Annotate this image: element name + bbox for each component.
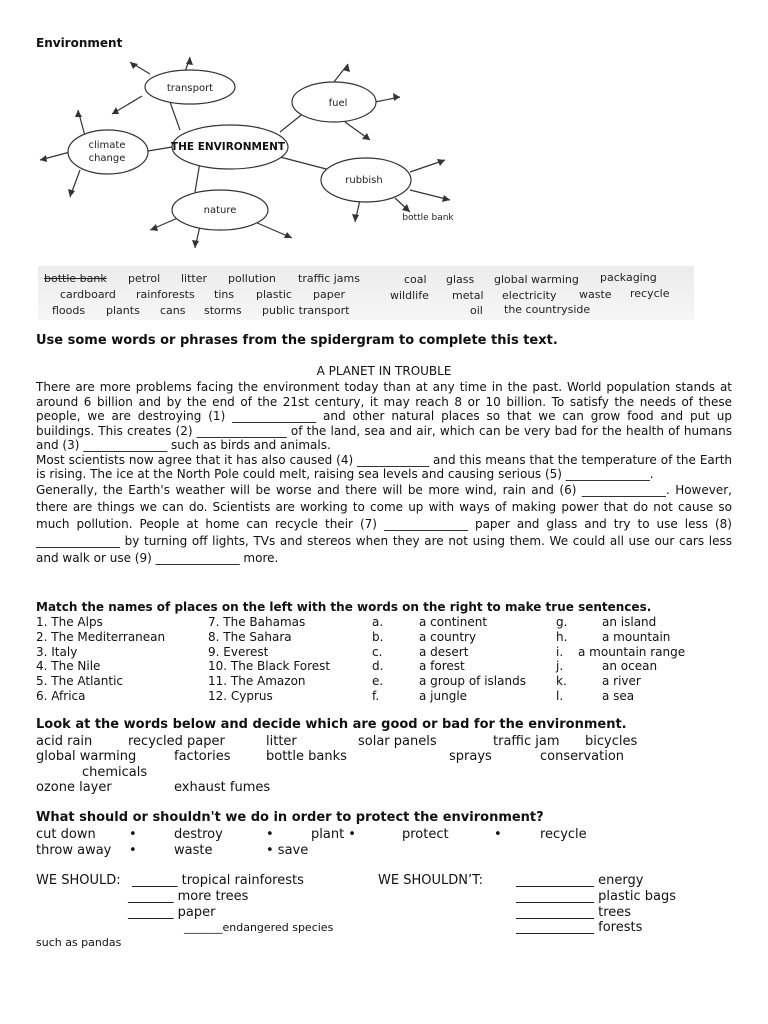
word-item: waste <box>579 288 612 301</box>
place-item: 2. The Mediterranean <box>36 629 166 644</box>
we-should-label: WE SHOULD: <box>36 873 121 888</box>
verb-item: cut down <box>36 827 96 842</box>
word-item: glass <box>446 273 475 286</box>
place-item: 7. The Bahamas <box>208 615 306 629</box>
spider-node-fuel: fuel <box>328 98 348 109</box>
letter-item: a. <box>372 615 384 629</box>
place-item: 11. The Amazon <box>208 674 306 689</box>
spider-node-climate: climate <box>88 140 126 151</box>
word-option: a continent <box>419 615 488 629</box>
word-item: petrol <box>128 272 161 285</box>
gb-word: solar panels <box>358 734 437 749</box>
gb-word: bottle banks <box>266 749 347 764</box>
letter-item: f. <box>372 688 380 703</box>
spider-node-rubbish: rubbish <box>345 175 383 186</box>
bullet: • <box>494 827 502 842</box>
should-line: _______endangered species <box>184 921 334 934</box>
text-title: A PLANET IN TROUBLE <box>316 364 452 378</box>
shouldnt-line: ____________ plastic bags <box>516 889 676 904</box>
verb-item: waste <box>174 843 213 858</box>
spider-node-nature: nature <box>203 205 237 216</box>
place-item: 10. The Black Forest <box>208 659 331 674</box>
spider-node-change: change <box>88 153 126 164</box>
word-option: an island <box>602 615 657 629</box>
word-item: plants <box>106 304 140 317</box>
word-item: storms <box>204 304 242 317</box>
verb-item: destroy <box>174 827 223 842</box>
gb-word: factories <box>174 749 231 764</box>
word-item: plastic <box>256 288 292 301</box>
place-item: 3. Italy <box>36 644 78 659</box>
word-bank <box>38 266 694 320</box>
gb-word: ozone layer <box>36 780 112 795</box>
place-item: 9. Everest <box>208 644 269 659</box>
good-bad-instruction: Look at the words below and decide which are good or bad for the environment. <box>36 717 627 732</box>
verb-item: throw away <box>36 843 112 858</box>
spidergram <box>30 52 500 252</box>
gb-word: litter <box>266 734 297 749</box>
word-item: public transport <box>262 304 350 317</box>
paragraph: Most scientists now agree that it has also caused (4) ____________ and this means that the temperature of the Earth is rising. The ice at the North Pole could melt, raising sea levels and causing serious (5) ______________. <box>36 452 732 481</box>
word-item: floods <box>52 304 86 317</box>
word-item: global warming <box>494 273 579 286</box>
paragraph: Generally, the Earth's weather will be worse and there will be more wind, rain and (6) ______________. However, there are things we can do. Scientists are working to come up with ways of making power that do not cause so much pollution. People at home can recycle their (7) ______________ paper and glass and try to use less (8) ______________ by turning off lights, TVs and stereos when they are not using them. We could all use our cars less and walk or use (9) ______________ more. <box>36 482 732 565</box>
word-item: cardboard <box>60 288 116 301</box>
places-col1 <box>36 615 165 704</box>
word-item: traffic jams <box>298 272 360 285</box>
letter-item: i. <box>556 644 564 659</box>
word-crossed: bottle bank <box>44 272 107 285</box>
gb-word: global warming <box>36 749 137 764</box>
bullet: • <box>129 843 137 858</box>
place-item: 8. The Sahara <box>208 629 292 644</box>
letter-item: g. <box>556 615 568 629</box>
page-title: Environment <box>36 36 123 50</box>
bullet: • <box>266 827 274 842</box>
word-item: litter <box>181 272 208 285</box>
word-item: oil <box>470 304 483 317</box>
gb-word: conservation <box>540 749 625 764</box>
letters-col2 <box>556 615 567 704</box>
gb-word: bicycles <box>585 734 638 749</box>
word-item: packaging <box>600 271 657 284</box>
gb-word: sprays <box>449 749 492 764</box>
word-option: an ocean <box>602 659 658 674</box>
word-option: a jungle <box>419 688 468 703</box>
word-option: a desert <box>419 644 469 659</box>
place-item: 5. The Atlantic <box>36 674 124 689</box>
letter-item: c. <box>372 644 383 659</box>
verb-item: recycle <box>540 827 587 842</box>
letter-item: j. <box>556 659 564 674</box>
should-line: _______ tropical rainforests <box>132 873 304 888</box>
shouldnt-line: ____________ trees <box>516 905 632 920</box>
word-item: pollution <box>228 272 276 285</box>
verb-item: plant • <box>311 827 356 842</box>
place-item: 4. The Nile <box>36 659 101 674</box>
word-item: electricity <box>502 289 557 302</box>
place-item: 6. Africa <box>36 688 86 703</box>
word-item: the countryside <box>504 303 591 316</box>
reading-text <box>36 380 732 567</box>
match-instruction: Match the names of places on the left with the words on the right to make true sentences. <box>36 600 652 614</box>
word-item: paper <box>313 288 345 301</box>
word-option: a group of islands <box>419 674 526 689</box>
word-option: a mountain <box>602 629 671 644</box>
word-option: a country <box>419 629 477 644</box>
word-item: wildlife <box>390 289 429 302</box>
place-item: 1. The Alps <box>36 615 103 629</box>
paragraph: There are more problems facing the environment today than at any time in the past. World population stands at around 6 billion and by the end of the 21st century, it may reach 8 or 10 billion. To satisfy the needs of these people, we are destroying (1) ______________ and other natural places so that we can grow food and put up buildings. This creates (2) _______________ of the land, sea and air, which can be very bad for the health of humans and (3) ______________ such as birds and animals. <box>36 380 732 452</box>
word-item: tins <box>214 288 235 301</box>
word-option: a mountain range <box>578 644 686 659</box>
place-item: 12. Cyprus <box>208 688 273 703</box>
should-line: _______ more trees <box>128 889 249 904</box>
shouldnt-line: ____________ forests <box>516 920 643 935</box>
word-option: a forest <box>419 659 465 674</box>
places-col2 <box>208 615 330 704</box>
word-item: cans <box>160 304 186 317</box>
letter-item: b. <box>372 629 384 644</box>
should-line: _______ paper <box>128 905 216 920</box>
spider-node-bottle-bank: bottle bank <box>402 213 454 223</box>
spider-node-transport: transport <box>166 83 214 94</box>
letter-item: k. <box>556 674 567 689</box>
words-col2 <box>578 615 685 704</box>
spider-center: THE ENVIRONMENT <box>170 141 286 153</box>
verb-item: protect <box>402 827 449 842</box>
letter-item: l. <box>556 688 564 703</box>
word-item: recycle <box>630 287 670 300</box>
letter-item: h. <box>556 629 568 644</box>
should-tail: such as pandas <box>36 936 122 949</box>
letter-item: d. <box>372 659 384 674</box>
shouldnt-line: ____________ energy <box>516 873 644 888</box>
word-option: a sea <box>602 688 635 703</box>
instruction-spidergram: Use some words or phrases from the spidergram to complete this text. <box>36 333 558 348</box>
word-option: a river <box>602 674 641 689</box>
we-shouldnt-label: WE SHOULDN’T: <box>378 873 483 888</box>
gb-word: chemicals <box>82 765 148 780</box>
bullet: • <box>129 827 137 842</box>
word-item: coal <box>404 273 427 286</box>
letter-item: e. <box>372 674 384 689</box>
words-col1 <box>419 615 526 704</box>
gb-word: traffic jam <box>493 734 560 749</box>
word-item: rainforests <box>136 288 195 301</box>
gb-word: recycled paper <box>128 734 225 749</box>
gb-word: exhaust fumes <box>174 780 271 795</box>
should-instruction: What should or shouldn't we do in order to protect the environment? <box>36 810 544 825</box>
gb-word: acid rain <box>36 734 93 749</box>
verb-item: • save <box>266 843 309 858</box>
letters-col1 <box>372 615 383 704</box>
word-item: metal <box>452 289 484 302</box>
